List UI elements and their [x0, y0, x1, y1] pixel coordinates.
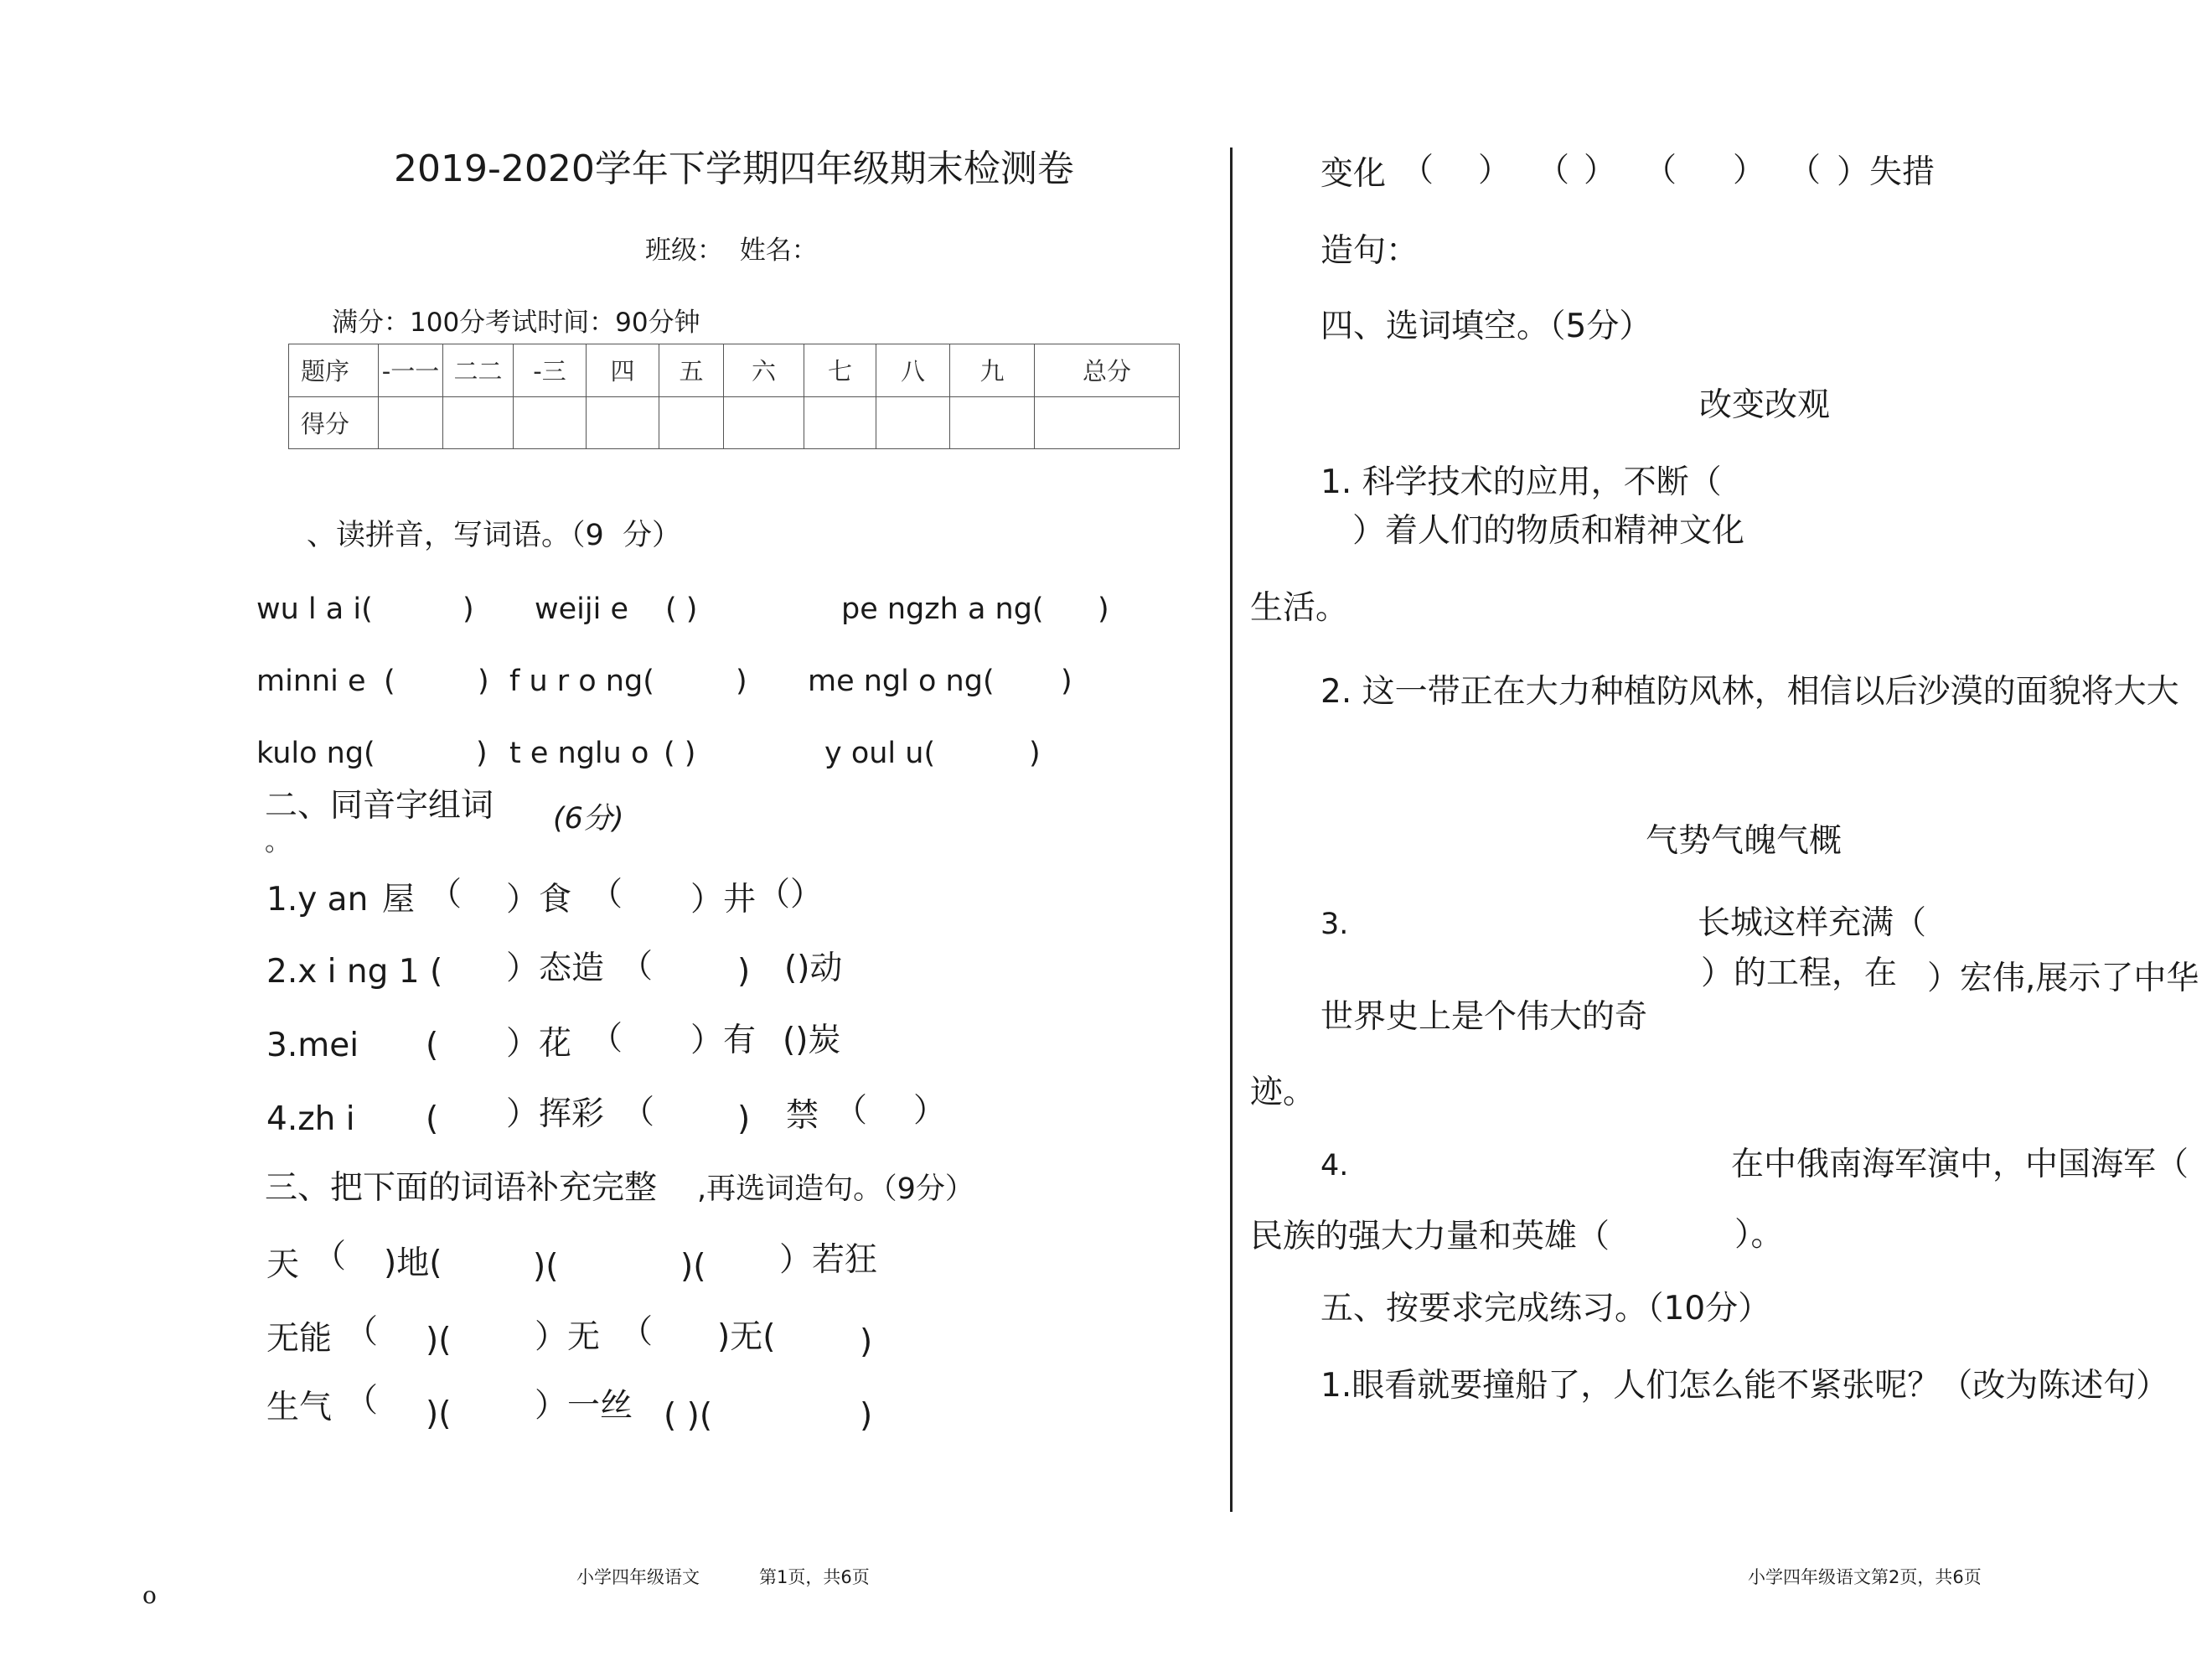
character: 无能 — [266, 1320, 333, 1358]
section-3-heading: 三、把下面的词语补充完整 — [265, 1169, 658, 1207]
make-sentence-label: 造句： — [1320, 232, 1419, 270]
answer-blank: ( )( — [664, 1397, 713, 1435]
score-cell[interactable] — [876, 396, 950, 449]
score-table-score-row — [289, 396, 1180, 449]
answer-blank: ( — [426, 1100, 439, 1138]
class-name-line: 班级： 姓名： — [645, 235, 818, 266]
full-score-line: 满分：100分考试时间：90分钟 — [332, 308, 700, 338]
header-cell: 总分 — [1035, 344, 1180, 397]
answer-blank: ( ) — [665, 593, 698, 626]
answer-blank: ( — [426, 1027, 439, 1064]
character: ）挥彩 — [506, 1095, 605, 1133]
section-2-score: (6分) — [553, 802, 624, 836]
header-cell: 八 — [876, 344, 950, 397]
score-table-header-row — [289, 344, 1180, 397]
answer-blank: ) — [860, 1397, 873, 1435]
question-4-number: 4. — [1320, 1149, 1349, 1182]
answer-blank: （ — [345, 1313, 379, 1351]
answer-blank: ) — [476, 737, 488, 770]
character: 变化 — [1320, 155, 1387, 193]
answer-blank: )( — [680, 1248, 706, 1286]
score-cell[interactable] — [514, 396, 587, 449]
row-label: 得分 — [289, 396, 379, 449]
score-cell[interactable] — [443, 396, 514, 449]
footer-right: 小学四年级语文第2页，共6页 — [1748, 1567, 1982, 1587]
question-1-line-3: 生活。 — [1250, 589, 1349, 627]
pinyin-item: kulo ng( — [256, 737, 375, 770]
pinyin-item: wu l a i( — [256, 593, 373, 626]
answer-blank: ) — [463, 593, 474, 626]
answer-blank: （ — [1537, 152, 1570, 189]
answer-blank: ( — [384, 665, 395, 698]
page-title: 2019-2020学年下学期四年级期末检测卷 — [394, 147, 1074, 190]
header-cell: -三 — [514, 344, 587, 397]
answer-blank: ) — [1061, 665, 1072, 698]
character: )地( — [384, 1245, 442, 1282]
pinyin-item: weiji e — [535, 593, 628, 626]
question-3-line-4: 迹。 — [1250, 1074, 1316, 1111]
section-1-heading: 、读拼音，写词语。（9 分） — [307, 519, 682, 552]
pinyin-item: f u r o ng( — [509, 665, 654, 698]
pinyin-item: 2.x i ng 1 ( — [266, 953, 443, 991]
header-cell: 六 — [724, 344, 804, 397]
section-3-heading-tail: ,再选词造句。（9分） — [697, 1172, 974, 1206]
answer-blank: ) — [737, 953, 751, 991]
answer-blank: （ — [1788, 152, 1822, 189]
answer-blank: （ — [590, 876, 623, 913]
question-4-line-2b: ）。 — [1734, 1216, 1784, 1254]
score-cell[interactable] — [587, 396, 659, 449]
answer-blank: ) — [1098, 593, 1109, 626]
question-3-line-3: 世界史上是个伟大的奇 — [1320, 998, 1648, 1036]
pinyin-item: 3.mei — [266, 1027, 359, 1064]
answer-blank: ） — [913, 1092, 947, 1130]
section-4-heading: 四、选词填空。（5分） — [1320, 308, 1652, 345]
answer-blank: （ — [1401, 152, 1434, 189]
answer-blank: （ — [429, 876, 463, 913]
pinyin-item: t e nglu o — [509, 737, 649, 770]
score-cell[interactable] — [950, 396, 1035, 449]
header-cell: 题序 — [289, 344, 379, 397]
question-3-number: 3. — [1320, 908, 1349, 941]
character: ）井 — [690, 881, 757, 919]
question-3-line-1: 长城这样充满（ — [1698, 904, 1927, 942]
character: ）食 — [506, 881, 572, 919]
character: )无( — [717, 1318, 776, 1356]
score-cell[interactable] — [804, 396, 876, 449]
answer-blank: （ — [1644, 152, 1677, 189]
pinyin-item: y oul u( — [824, 737, 936, 770]
header-cell: 九 — [950, 344, 1035, 397]
answer-blank: （） — [757, 876, 824, 913]
answer-blank: ) — [736, 665, 747, 698]
character: ()动 — [784, 950, 843, 987]
pinyin-item: 4.zh i — [266, 1100, 355, 1138]
question-2: 2. 这一带正在大力种植防风林，相信以后沙漠的面貌将大大 — [1320, 673, 2179, 711]
section-2-heading: 二、同音字组词 — [265, 787, 494, 825]
answer-blank: ) — [1029, 737, 1041, 770]
character: ）花 — [506, 1025, 572, 1063]
score-cell[interactable] — [659, 396, 724, 449]
question-4-line-2: 民族的强大力量和英雄（ — [1250, 1218, 1610, 1255]
character: ）有 — [690, 1022, 757, 1059]
pinyin-item: me ngl o ng( — [808, 665, 995, 698]
answer-blank: ) — [478, 665, 489, 698]
character: ）一丝 — [535, 1387, 633, 1425]
section-5-heading: 五、按要求完成练习。（10分） — [1320, 1290, 1771, 1327]
answer-blank: （ — [345, 1382, 379, 1420]
header-cell: 七 — [804, 344, 876, 397]
section-2-dot: 。 — [265, 827, 291, 857]
answer-blank: （ — [835, 1092, 868, 1130]
header-cell: 二二 — [443, 344, 514, 397]
character: ）无 — [535, 1318, 601, 1356]
answer-blank: （ — [313, 1238, 347, 1276]
character: 禁 — [786, 1097, 819, 1135]
pinyin-item: 1.y an — [266, 881, 369, 919]
question-1-line-2: ）着人们的物质和精神文化 — [1352, 512, 1745, 550]
character: 屋 — [382, 881, 416, 919]
question-1-line-1: 1. 科学技术的应用，不断（ — [1320, 463, 1722, 501]
character: ）若狂 — [779, 1241, 878, 1279]
answer-blank: ( ) — [664, 737, 696, 770]
answer-blank: （ — [620, 948, 654, 986]
score-table — [288, 344, 1180, 449]
character: 天 — [266, 1246, 300, 1284]
answer-blank: )( — [533, 1248, 559, 1286]
answer-blank: )( — [426, 1322, 452, 1359]
question-3-line-2b: ）宏伟,展示了中华 — [1927, 960, 2199, 997]
answer-blank: ） — [1584, 152, 1617, 189]
question-4-line-1: 在中俄南海军演中，中国海军（ — [1731, 1146, 2189, 1183]
page-divider — [1230, 147, 1233, 1512]
character: ）态造 — [506, 950, 605, 987]
pinyin-item: minni e — [256, 665, 366, 698]
character: ()炭 — [783, 1022, 841, 1059]
word-choices-1: 改变改观 — [1699, 386, 1831, 424]
character: ）失措 — [1837, 153, 1936, 191]
answer-blank: ） — [1733, 152, 1766, 189]
header-cell: 五 — [659, 344, 724, 397]
answer-blank: （ — [620, 1313, 654, 1351]
answer-blank: )( — [426, 1395, 452, 1433]
answer-blank: （ — [622, 1094, 655, 1131]
answer-blank: ) — [860, 1323, 873, 1361]
header-cell: -一一 — [379, 344, 443, 397]
question-3-line-2: ）的工程，在 — [1701, 955, 1898, 992]
pinyin-item: pe ngzh a ng( — [841, 593, 1044, 626]
character: 生气 — [266, 1389, 333, 1426]
answer-blank: （ — [590, 1020, 623, 1058]
score-cell[interactable] — [379, 396, 443, 449]
header-cell: 四 — [587, 344, 659, 397]
footer-left: 小学四年级语文 — [576, 1567, 700, 1587]
footer-page-left: 第1页，共6页 — [759, 1567, 870, 1587]
word-choices-2: 气势气魄气概 — [1646, 822, 1842, 860]
corner-mark: o — [142, 1581, 157, 1609]
answer-blank: ） — [1478, 152, 1512, 189]
score-cell[interactable] — [724, 396, 804, 449]
answer-blank: ) — [737, 1100, 751, 1138]
score-cell[interactable] — [1035, 396, 1180, 449]
question-5: 1.眼看就要撞船了，人们怎么能不紧张呢？（改为陈述句） — [1320, 1367, 2169, 1405]
